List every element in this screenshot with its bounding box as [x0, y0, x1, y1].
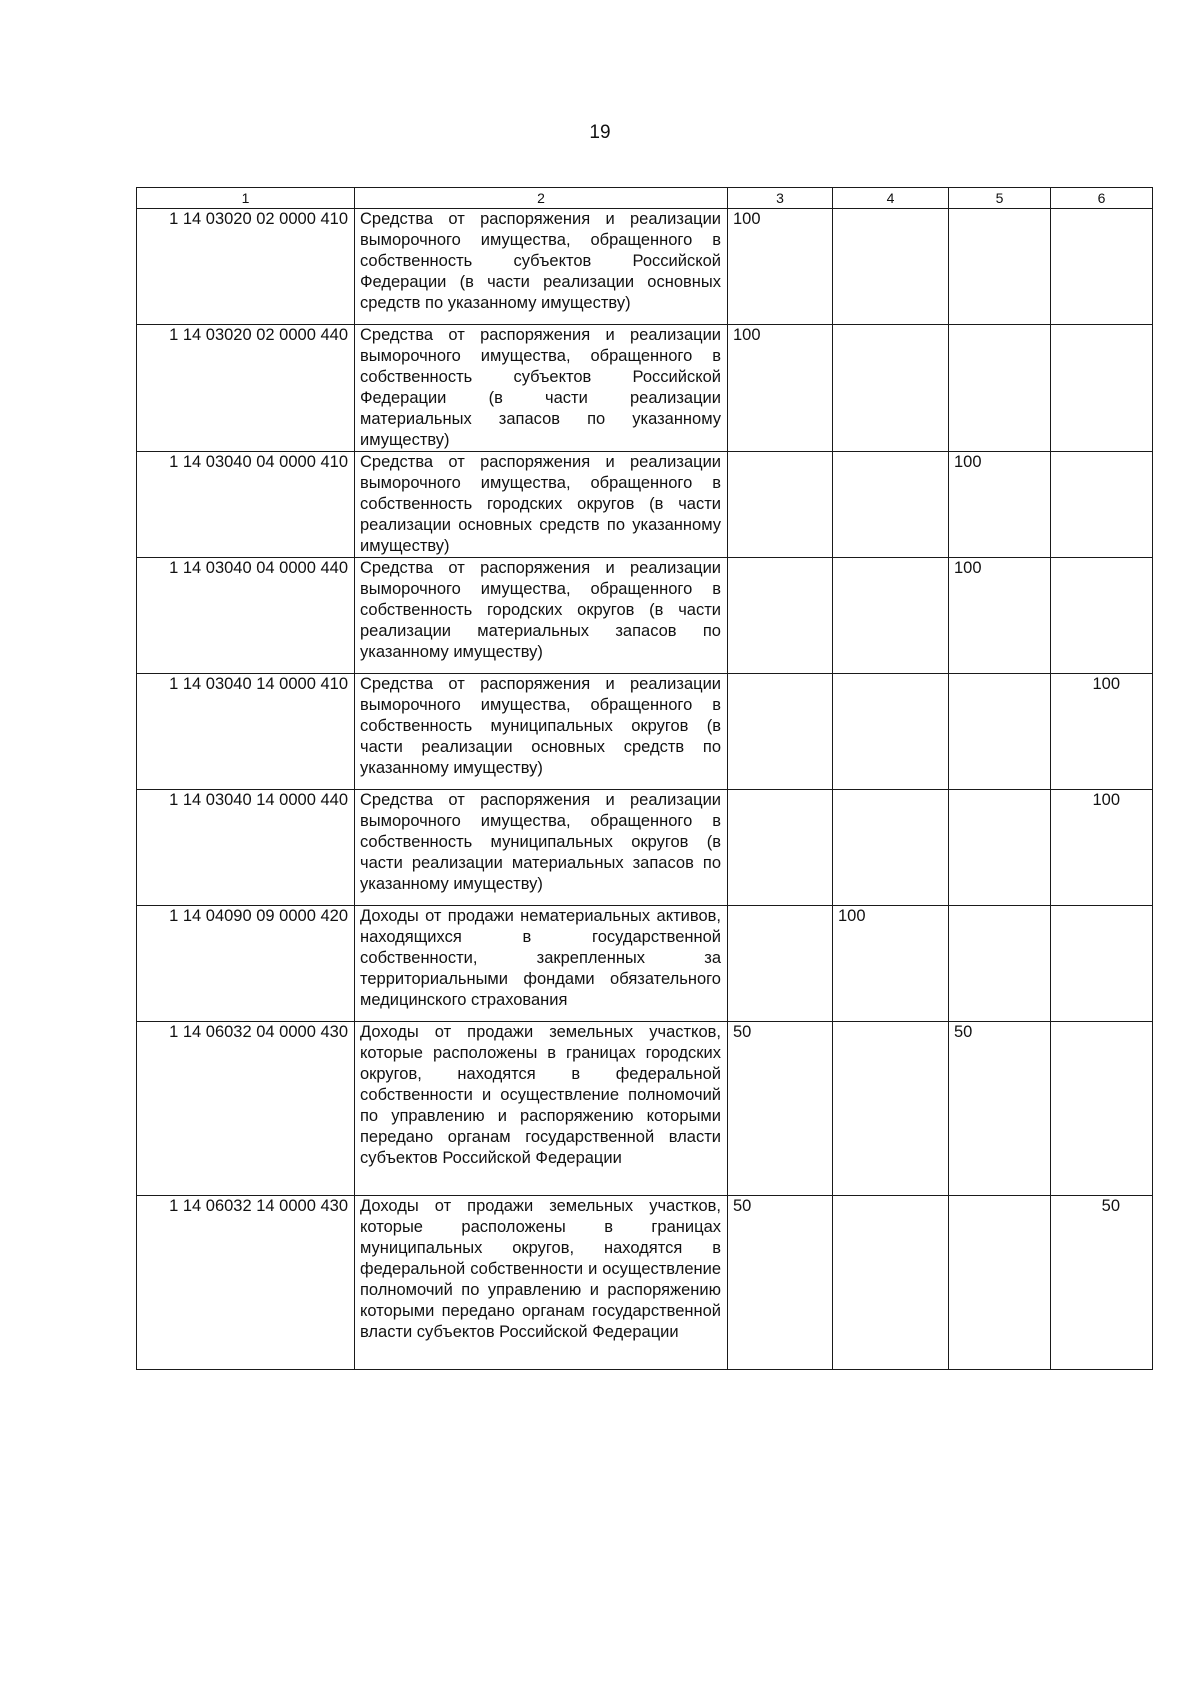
table-row: [137, 906, 1153, 1022]
value-col-6: 100: [1051, 790, 1153, 906]
budget-table: [136, 187, 1153, 1370]
value-col-4: [833, 1196, 949, 1370]
value-col-5: [949, 674, 1051, 790]
value-col-4: [833, 209, 949, 325]
value-col-6: [1051, 906, 1153, 1022]
value-col-3: [728, 674, 833, 790]
value-col-3: [728, 906, 833, 1022]
income-description: Средства от распоряжения и реализации выморочного имущества, обращенного в собственность городских округов (в части реализации основных средств по указанному имуществу): [355, 452, 728, 558]
table-header-row: [137, 188, 1153, 209]
table-row: [137, 1196, 1153, 1370]
value-col-4: [833, 1022, 949, 1196]
column-header-3: 3: [728, 188, 833, 209]
income-description: Доходы от продажи земельных участков, которые расположены в границах городских округов, находятся в федеральной собственности и осуществление полномочий по управлению и распоряжению которыми передано органам государственной власти субъектов Российской Федерации: [355, 1022, 728, 1196]
column-header-4: 4: [833, 188, 949, 209]
value-col-3: 100: [728, 209, 833, 325]
value-col-5: [949, 1196, 1051, 1370]
income-description: Средства от распоряжения и реализации выморочного имущества, обращенного в собственность муниципальных округов (в части реализации материальных запасов по указанному имуществу): [355, 790, 728, 906]
value-col-4: 100: [833, 906, 949, 1022]
budget-code: 1 14 03040 04 0000 410: [137, 452, 355, 558]
income-description: Средства от распоряжения и реализации выморочного имущества, обращенного в собственность субъектов Российской Федерации (в части реализации основных средств по указанному имуществу): [355, 209, 728, 325]
value-col-3: [728, 452, 833, 558]
value-col-4: [833, 452, 949, 558]
value-col-3: 100: [728, 325, 833, 452]
value-col-6: [1051, 209, 1153, 325]
value-col-6: [1051, 452, 1153, 558]
budget-code: 1 14 03020 02 0000 410: [137, 209, 355, 325]
value-col-5: 100: [949, 558, 1051, 674]
table-row: [137, 452, 1153, 558]
value-col-3: 50: [728, 1022, 833, 1196]
value-col-5: 50: [949, 1022, 1051, 1196]
value-col-4: [833, 674, 949, 790]
value-col-5: [949, 209, 1051, 325]
income-description: Средства от распоряжения и реализации выморочного имущества, обращенного в собственность муниципальных округов (в части реализации основных средств по указанному имуществу): [355, 674, 728, 790]
budget-code: 1 14 03040 14 0000 440: [137, 790, 355, 906]
income-description: Доходы от продажи нематериальных активов, находящихся в государственной собственности, закрепленных за территориальными фондами обязательного медицинского страхования: [355, 906, 728, 1022]
budget-code: 1 14 03040 04 0000 440: [137, 558, 355, 674]
column-header-5: 5: [949, 188, 1051, 209]
value-col-6: [1051, 558, 1153, 674]
value-col-6: [1051, 1022, 1153, 1196]
budget-code: 1 14 06032 14 0000 430: [137, 1196, 355, 1370]
value-col-5: [949, 790, 1051, 906]
value-col-5: [949, 906, 1051, 1022]
income-description: Средства от распоряжения и реализации выморочного имущества, обращенного в собственность субъектов Российской Федерации (в части реализации материальных запасов по указанному имуществу): [355, 325, 728, 452]
table-row: [137, 325, 1153, 452]
income-description: Средства от распоряжения и реализации выморочного имущества, обращенного в собственность городских округов (в части реализации материальных запасов по указанному имуществу): [355, 558, 728, 674]
value-col-6: [1051, 325, 1153, 452]
value-col-6: 100: [1051, 674, 1153, 790]
income-description: Доходы от продажи земельных участков, которые расположены в границах муниципальных округов, находятся в федеральной собственности и осуществление полномочий по управлению и распоряжению которыми передано органам государственной власти субъектов Российской Федерации: [355, 1196, 728, 1370]
value-col-6: 50: [1051, 1196, 1153, 1370]
table-row: [137, 558, 1153, 674]
page-number: 19: [589, 122, 611, 143]
table-row: [137, 790, 1153, 906]
column-header-6: 6: [1051, 188, 1153, 209]
value-col-4: [833, 325, 949, 452]
budget-code: 1 14 04090 09 0000 420: [137, 906, 355, 1022]
value-col-4: [833, 558, 949, 674]
budget-code: 1 14 03020 02 0000 440: [137, 325, 355, 452]
column-header-1: 1: [137, 188, 355, 209]
value-col-4: [833, 790, 949, 906]
column-header-2: 2: [355, 188, 728, 209]
table-row: [137, 209, 1153, 325]
value-col-5: 100: [949, 452, 1051, 558]
value-col-5: [949, 325, 1051, 452]
value-col-3: 50: [728, 1196, 833, 1370]
budget-code: 1 14 06032 04 0000 430: [137, 1022, 355, 1196]
table-row: [137, 1022, 1153, 1196]
budget-code: 1 14 03040 14 0000 410: [137, 674, 355, 790]
value-col-3: [728, 790, 833, 906]
value-col-3: [728, 558, 833, 674]
table-row: [137, 674, 1153, 790]
